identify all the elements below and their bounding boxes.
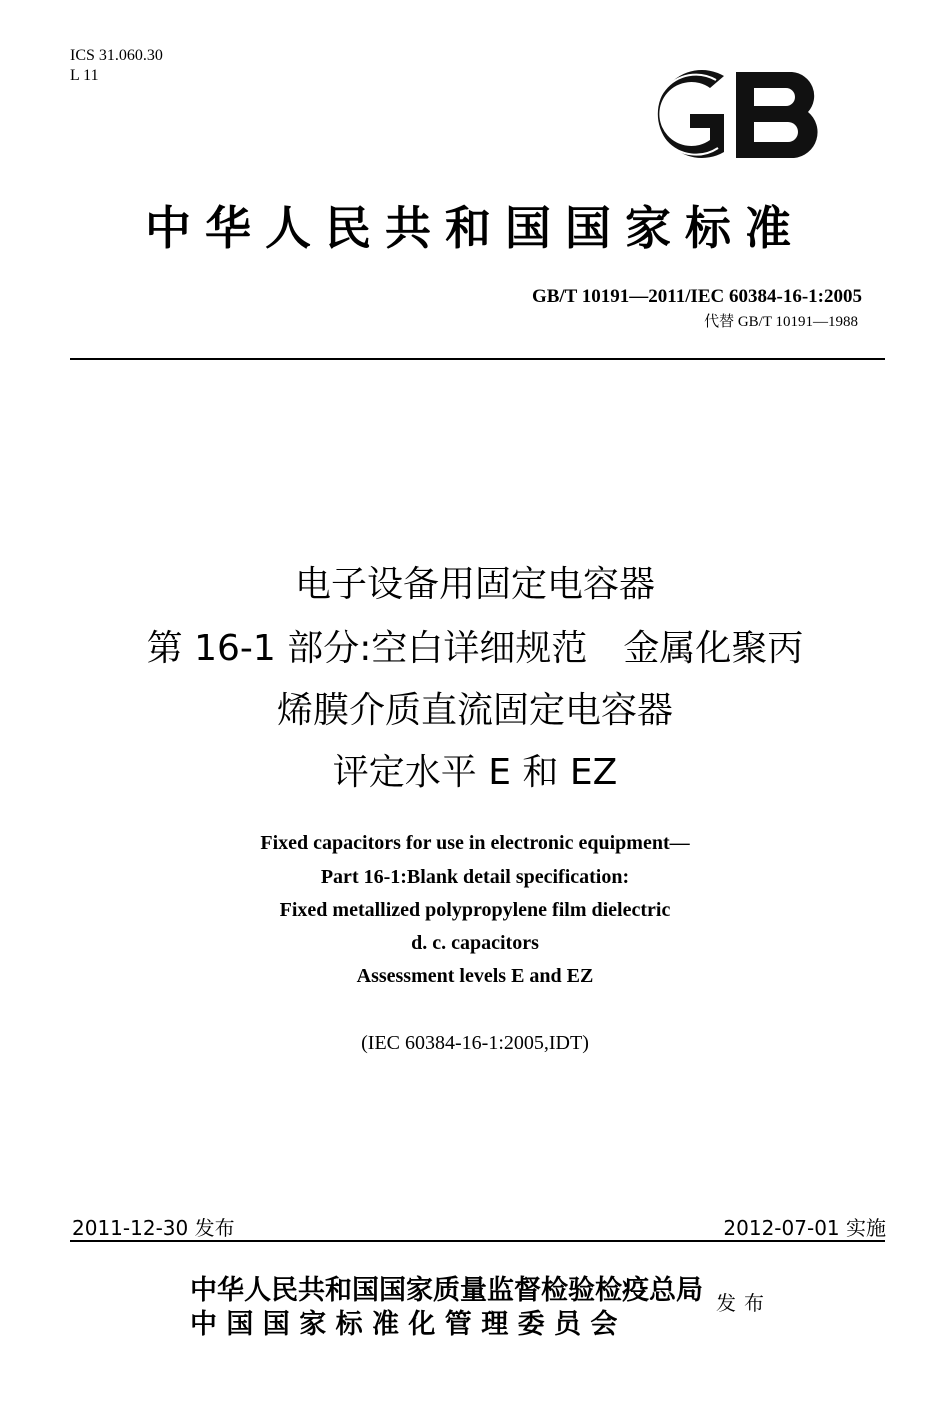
issuer-line-1: 中华人民共和国国家质量监督检验检疫总局 bbox=[190, 1275, 703, 1306]
header-divider bbox=[70, 358, 885, 360]
issue-date: 2011-12-30 发布 bbox=[72, 1216, 235, 1240]
iec-reference: (IEC 60384-16-1:2005,IDT) bbox=[361, 1032, 589, 1054]
ics-code: ICS 31.060.30 bbox=[70, 47, 163, 64]
ccs-code: L 11 bbox=[70, 67, 99, 84]
classification-codes bbox=[70, 46, 163, 86]
gb-logo bbox=[632, 62, 832, 166]
en-title-line-1: Fixed capacitors for use in electronic equipment— bbox=[260, 832, 690, 854]
implementation-date: 2012-07-01 实施 bbox=[723, 1216, 886, 1240]
en-title-line-2: Part 16-1:Blank detail specification: bbox=[320, 866, 630, 888]
cn-title-line-3: 烯膜介质直流固定电容器 bbox=[276, 690, 673, 731]
en-title-line-3: Fixed metallized polypropylene film dielectric bbox=[279, 899, 671, 921]
cn-title-line-1: 电子设备用固定电容器 bbox=[294, 564, 655, 605]
issuer-line-2: 中 国 国 家 标 准 化 管 理 委 员 会 bbox=[190, 1309, 618, 1340]
publish-label: 发布 bbox=[716, 1291, 772, 1315]
main-title: 中华人民共和国国家标准 bbox=[145, 201, 805, 255]
en-title-line-4: d. c. capacitors bbox=[411, 932, 539, 954]
en-title-line-5: Assessment levels E and EZ bbox=[356, 965, 594, 987]
cn-title-line-2: 第 16-1 部分:空白详细规范 金属化聚丙 bbox=[146, 628, 804, 669]
cn-title-line-4: 评定水平 E 和 EZ bbox=[332, 752, 618, 793]
standard-number: GB/T 10191—2011/IEC 60384-16-1:2005 bbox=[531, 286, 862, 307]
footer-divider bbox=[70, 1240, 885, 1242]
replaces-standard: 代替 GB/T 10191—1988 bbox=[704, 314, 858, 330]
gb-logo-icon bbox=[632, 62, 832, 166]
